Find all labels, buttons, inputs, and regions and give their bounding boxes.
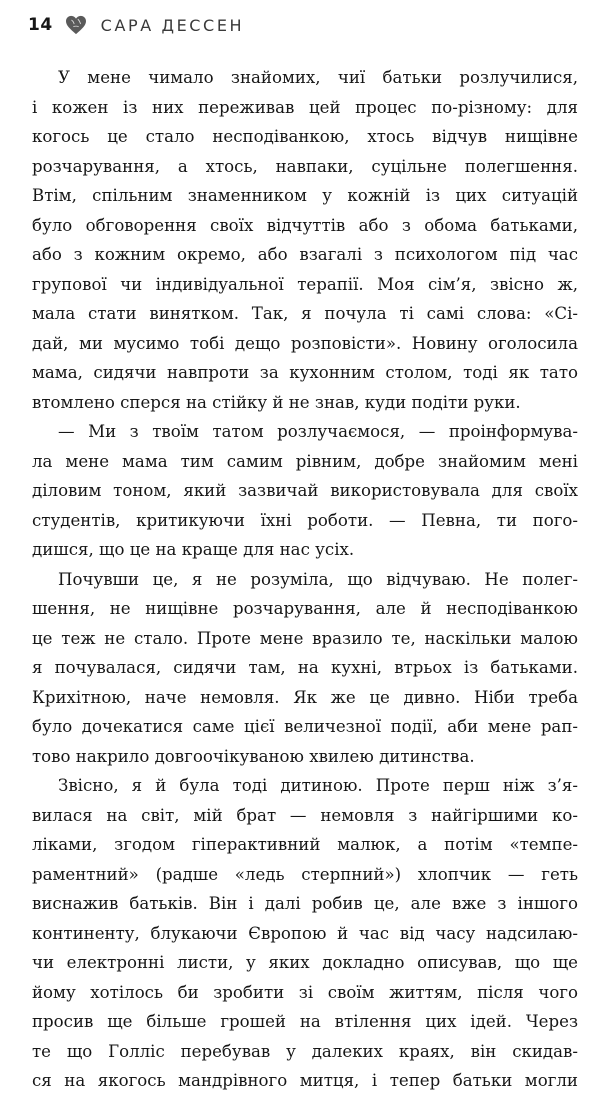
text-line: було обговорення своїх відчуттів або з обома батьками, <box>32 215 578 235</box>
text-line: ся на якогось мандрівного митця, і тепер батьки могли <box>32 1071 578 1090</box>
text-line: Почувши це, я не розуміла, що відчуваю. Не полег- <box>58 569 578 589</box>
text-line: мала стати винятком. Так, я почула ті самі слова: «Сі- <box>32 304 578 323</box>
text-line: йому хотілось би зробити зі своїм життям, після чого <box>32 982 578 1002</box>
running-header <box>28 12 244 38</box>
text-line: ла мене мама тим самим рівним, добре знайомим мені <box>32 451 578 471</box>
text-line: я почувалася, сидячи там, на кухні, втрьох із батьками. <box>32 658 578 677</box>
text-line: континенту, блукаючи Європою й час від часу надсилаю- <box>32 923 578 943</box>
text-line: це теж не стало. Проте мене вразило те, наскільки малою <box>32 628 578 648</box>
body-text <box>32 63 578 1096</box>
text-line: виснажив батьків. Він і далі робив це, але вже з іншого <box>32 894 578 913</box>
text-line: мама, сидячи навпроти за кухонним столом, тоді як тато <box>32 363 578 382</box>
text-line: студентів, критикуючи їхні роботи. — Певна, ти пого- <box>32 510 578 530</box>
text-line: втомлено сперся на стійку й не знав, куди подіти руки. <box>32 392 521 412</box>
text-line: дишся, що це на краще для нас усіх. <box>32 540 355 559</box>
text-line: раментний» (радше «ледь стерпний») хлопчик — геть <box>32 864 578 884</box>
heart-shape <box>66 16 86 34</box>
text-line: діловим тоном, який зазвичай використовувала для своїх <box>32 481 578 500</box>
page-number: 14 <box>28 15 53 35</box>
heart-icon <box>65 15 87 35</box>
text-line: вилася на світ, мій брат — немовля з найгіршими ко- <box>32 805 578 825</box>
text-line: те що Голліс перебував у далеких краях, він скидав- <box>32 1041 578 1061</box>
text-line: або з кожним окремо, або взагалі з психологом під час <box>32 245 578 264</box>
text-line: Крихітною, наче немовля. Як же це дивно. Ніби треба <box>32 687 578 707</box>
text-line: ліками, згодом гіперактивний малюк, а потім «темпе- <box>32 835 578 854</box>
text-line: когось це стало несподіванкою, хтось відчув нищівне <box>32 127 578 146</box>
text-line: чи електронні листи, у яких докладно описував, що ще <box>32 953 578 972</box>
text-line: — Ми з твоїм татом розлучаємося, — проінформува- <box>58 422 578 441</box>
text-line: і кожен із них переживав цей процес по-різному: для <box>32 97 578 117</box>
text-line: розчарування, а хтось, навпаки, суцільне полегшення. <box>32 156 578 176</box>
text-line: дай, ми мусимо тобі дещо розповісти». Новину оголосила <box>32 333 578 353</box>
text-line: У мене чимало знайомих, чиї батьки розлучилися, <box>58 68 578 87</box>
text-line: шення, не нищівне розчарування, але й несподіванкою <box>32 599 578 618</box>
author-name: САРА ДЕССЕН <box>100 15 245 35</box>
text-line: просив ще більше грошей на втілення цих ідей. Через <box>32 1012 578 1031</box>
text-line: Втім, спільним знаменником у кожній із цих ситуацій <box>32 186 578 205</box>
text-line: було дочекатися саме цієї величезної події, аби мене рап- <box>32 717 578 736</box>
text-line: Звісно, я й була тоді дитиною. Проте перш ніж з’я- <box>58 776 578 795</box>
text-line: групової чи індивідуальної терапії. Моя сім’я, звісно ж, <box>32 274 578 294</box>
text-line: тово накрило довгоочікуваною хвилею дитинства. <box>32 746 475 766</box>
